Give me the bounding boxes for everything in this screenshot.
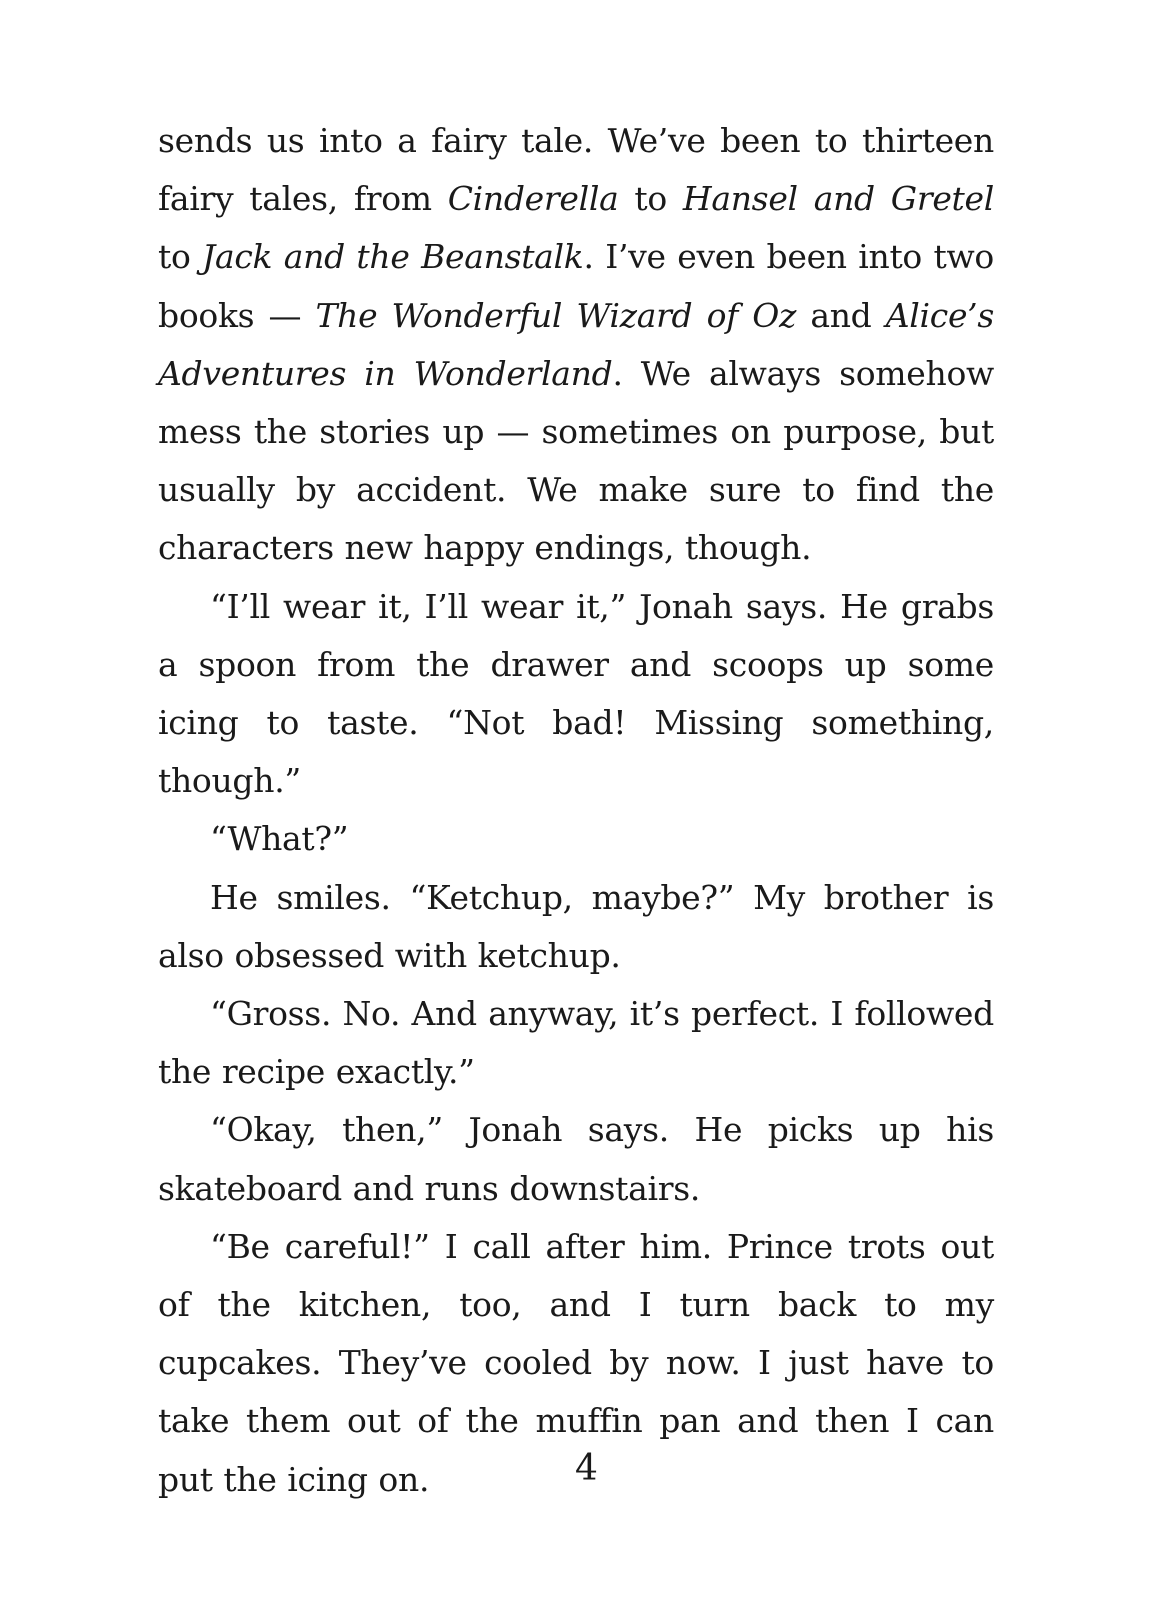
text-segment: . We always somehow mess the stories up — sometimes on purpose, but usually by accident. We make sure to find the characters new happy endings, though. — [158, 353, 994, 568]
text-segment: and — [796, 295, 886, 335]
text-segment: “Gross. No. And anyway, it’s perfect. I followed the recipe exactly.” — [158, 994, 994, 1092]
italic-title-text: Jack and the Beanstalk — [202, 237, 584, 277]
italic-title-text: The Wonderful Wizard of Oz — [315, 295, 797, 335]
page-body — [158, 112, 994, 1509]
paragraph — [158, 578, 994, 811]
text-segment: He smiles. “Ketchup, maybe?” My brother is also obsessed with ketchup. — [158, 877, 994, 975]
text-segment: “What?” — [210, 819, 349, 859]
text-segment: sends us into a fairy tale. We’ve been to thirteen fairy tales, from — [158, 121, 994, 219]
text-segment: “Okay, then,” Jonah says. He picks up his skateboard and runs downstairs. — [158, 1110, 994, 1208]
italic-title-text: Alice’s Adventures in Wonderland — [158, 295, 994, 393]
text-segment: “Be careful!” I call after him. Prince trots out of the kitchen, too, and I turn back to my cupcakes. They’ve cooled by now. I just have to take them out of the muffin pan and then I can put the icing on. — [158, 1226, 994, 1499]
paragraph — [158, 810, 994, 868]
paragraph — [158, 869, 994, 985]
text-segment: “I’ll wear it, I’ll wear it,” Jonah says. He grabs a spoon from the drawer and scoops up some icing to taste. “Not bad! Missing something, though.” — [158, 586, 994, 801]
italic-title-text: Hansel and Gretel — [682, 179, 994, 219]
italic-title-text: Cinderella — [447, 179, 619, 219]
text-segment: to — [618, 179, 683, 219]
page-number: 4 — [575, 1448, 598, 1489]
paragraph — [158, 1101, 994, 1217]
paragraph — [158, 985, 994, 1101]
paragraph — [158, 112, 994, 578]
text-segment: to — [158, 237, 203, 277]
text-segment: . I’ve even been into two books — — [158, 237, 994, 335]
